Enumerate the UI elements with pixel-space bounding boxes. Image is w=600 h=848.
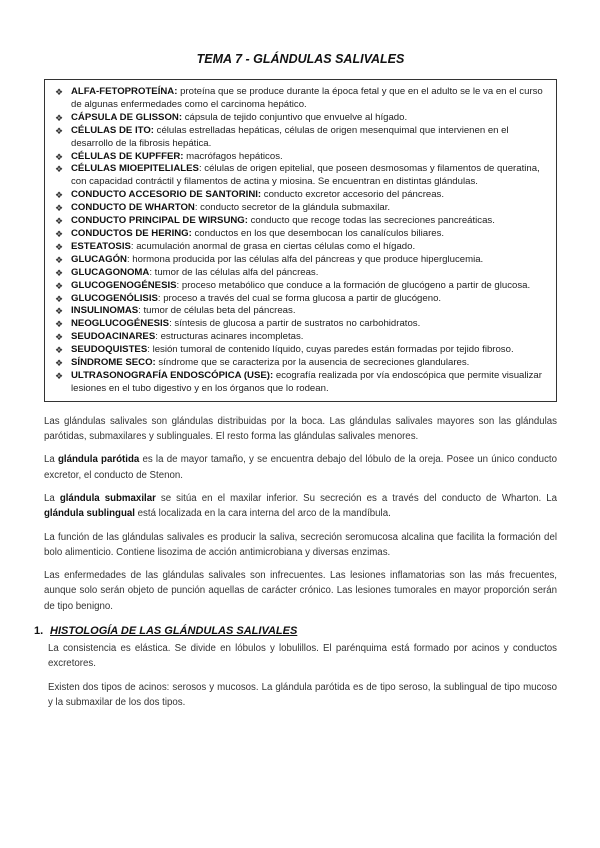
diamond-bullet-icon: ❖ — [55, 151, 64, 162]
glossary-definition: : tumor de células beta del páncreas. — [138, 305, 296, 317]
page-title: TEMA 7 - GLÁNDULAS SALIVALES — [196, 52, 405, 66]
paragraph: La glándula parótida es la de mayor tamaño, y se encuentra debajo del lóbulo de la oreja. Posee un único conducto excretor, el conducto de Stenon. — [44, 454, 557, 481]
glossary-definition: : proceso metabólico que conduce a la formación de glucógeno a partir de glucosa. — [176, 279, 531, 291]
glossary-definition: : conducto secretor de la glándula submaxilar. — [194, 202, 391, 214]
glossary-definition: conducto excretor accesorio del páncreas. — [261, 189, 445, 201]
glossary-item — [53, 344, 548, 357]
glossary-definition: : síntesis de glucosa a partir de sustratos no carbohidratos. — [169, 318, 421, 330]
glossary-item — [53, 331, 548, 344]
body-text — [34, 414, 557, 710]
glossary-item — [53, 228, 548, 241]
glossary-term: ULTRASONOGRAFÍA ENDOSCÓPICA (USE): — [71, 369, 274, 381]
glossary-item — [53, 318, 548, 331]
glossary-item — [53, 215, 548, 228]
glossary-definition: : acumulación anormal de grasa en ciertas células como el hígado. — [130, 240, 416, 252]
diamond-bullet-icon: ❖ — [55, 190, 64, 201]
glossary-item — [53, 370, 548, 396]
glossary-item — [53, 189, 548, 202]
glossary-item — [53, 241, 548, 254]
diamond-bullet-icon: ❖ — [55, 319, 64, 330]
bold-term: glándula submaxilar — [59, 492, 156, 504]
diamond-bullet-icon: ❖ — [55, 358, 64, 369]
diamond-bullet-icon: ❖ — [55, 267, 64, 278]
paragraph: La glándula submaxilar se sitúa en el maxilar inferior. Su secreción es a través del conducto de Wharton. La glándula sublingual está localizada en la cara interna del arco de la mandíbula. — [44, 492, 557, 520]
diamond-bullet-icon: ❖ — [55, 280, 64, 291]
paragraph: Existen dos tipos de acinos: serosos y mucosos. La glándula parótida es de tipo seroso, la sublingual de tipo mucoso y la submaxilar de los dos tipos. — [48, 681, 557, 708]
glossary-definition: : hormona producida por las células alfa del páncreas y que produce hiperglucemia. — [126, 253, 484, 265]
glossary-term: CÉLULAS MIOEPITELIALES — [71, 163, 199, 175]
glossary-definition: macrófagos hepáticos. — [183, 150, 283, 162]
glossary-box — [44, 79, 557, 402]
diamond-bullet-icon: ❖ — [55, 203, 64, 214]
glossary-item — [53, 357, 548, 370]
diamond-bullet-icon: ❖ — [55, 254, 64, 265]
glossary-definition: conducto que recoge todas las secreciones pancreáticas. — [247, 215, 495, 227]
bold-term: glándula parótida — [58, 454, 140, 466]
glossary-definition: células estrelladas hepáticas, células de origen mesenquimal que intervienen en el desarrollo de la fibrosis hepática. — [71, 124, 509, 149]
glossary-item — [53, 267, 548, 280]
glossary-term: INSULINOMAS — [71, 305, 139, 317]
diamond-bullet-icon: ❖ — [55, 306, 64, 317]
glossary-definition: síndrome que se caracteriza por la ausencia de secreciones glandulares. — [155, 357, 470, 369]
glossary-definition: : proceso a través del cual se forma glucosa a partir de glucógeno. — [157, 292, 442, 304]
diamond-bullet-icon: ❖ — [55, 293, 64, 304]
glossary-term: GLUCAGÓN — [71, 253, 127, 265]
diamond-bullet-icon: ❖ — [55, 241, 64, 252]
glossary-term: CÉLULAS DE KUPFFER: — [71, 150, 184, 162]
glossary-item — [53, 163, 548, 189]
glossary-term: GLUCOGENOGÉNESIS — [71, 279, 177, 291]
glossary-term: SEUDOACINARES — [71, 331, 156, 343]
glossary-term: CONDUCTOS DE HERING: — [71, 227, 192, 239]
glossary-item — [53, 86, 548, 112]
glossary-term: SÍNDROME SECO: — [71, 357, 156, 369]
section-body — [44, 641, 557, 710]
glossary-item — [53, 293, 548, 306]
glossary-item — [53, 280, 548, 293]
paragraph: La función de las glándulas salivales es producir la saliva, secreción seromucosa alcalina que facilita la formación del bolo alimenticio. Contiene lisozima de acción antimicrobiana y diversas enzimas. — [44, 531, 557, 558]
glossary-item — [53, 202, 548, 215]
diamond-bullet-icon: ❖ — [55, 332, 64, 343]
glossary-definition: : células de origen epitelial, que poseen desmosomas y filamentos de queratina, con capacidad contráctil y filamentos de actina y miosina. Se encuentran en distintas glándulas. — [71, 163, 540, 188]
section-heading — [34, 624, 557, 639]
paragraph: Las glándulas salivales son glándulas distribuidas por la boca. Las glándulas salivales mayores son las glándulas parótidas, submaxilares y sublinguales. El resto forma las glándulas salivales menores. — [44, 415, 557, 443]
diamond-bullet-icon: ❖ — [55, 216, 64, 227]
glossary-definition: proteína que se produce durante la época fetal y que en el adulto se le va en el curso de algunas enfermedades como el carcinoma hepático. — [71, 86, 543, 110]
glossary-term: GLUCOGENÓLISIS — [71, 292, 158, 304]
diamond-bullet-icon: ❖ — [55, 164, 64, 175]
section-title: HISTOLOGÍA DE LAS GLÁNDULAS SALIVALES — [50, 625, 298, 638]
glossary-definition: conductos en los que desembocan los canalículos biliares. — [191, 227, 445, 239]
diamond-bullet-icon: ❖ — [55, 228, 64, 239]
glossary-definition: ecografía realizada por vía endoscópica que permite visualizar lesiones en el tubo digestivo y en los órganos que lo rodean. — [71, 369, 542, 394]
glossary-term: CONDUCTO DE WHARTON — [71, 202, 195, 214]
diamond-bullet-icon: ❖ — [55, 112, 64, 123]
glossary-term: SEUDOQUISTES — [71, 344, 148, 356]
glossary-item — [53, 112, 548, 125]
glossary-item — [53, 254, 548, 267]
diamond-bullet-icon: ❖ — [55, 345, 64, 356]
paragraph: Las enfermedades de las glándulas salivales son infrecuentes. Las lesiones inflamatorias son las más frecuentes, aunque solo serán objeto de punción aquellas de carácter crónico. Las lesiones tumorales en mayor proporción serán de tipo benigno. — [44, 570, 557, 612]
glossary-term: CÉLULAS DE ITO: — [71, 124, 154, 136]
glossary-term: CÁPSULA DE GLISSON: — [71, 111, 183, 123]
paragraph: La consistencia es elástica. Se divide en lóbulos y lobulillos. El parénquima está formado por acinos y conductos excretores. — [48, 643, 557, 670]
glossary-term: ALFA-FETOPROTEÍNA: — [71, 86, 178, 97]
glossary-term: CONDUCTO ACCESORIO DE SANTORINI: — [71, 189, 262, 201]
glossary-definition: cápsula de tejido conjuntivo que envuelve al hígado. — [182, 111, 408, 123]
glossary-definition: : lesión tumoral de contenido líquido, cuyas paredes están formadas por tejido fibroso. — [147, 344, 514, 356]
glossary-term: ESTEATOSIS — [71, 240, 131, 252]
bold-term: glándula sublingual — [44, 508, 135, 520]
glossary-definition: : estructuras acinares incompletas. — [155, 331, 304, 343]
section-number: 1. — [34, 625, 44, 638]
diamond-bullet-icon: ❖ — [55, 87, 64, 97]
glossary-term: CONDUCTO PRINCIPAL DE WIRSUNG: — [71, 215, 248, 227]
diamond-bullet-icon: ❖ — [55, 125, 64, 136]
glossary-item — [53, 305, 548, 318]
glossary-definition: : tumor de las células alfa del páncreas. — [149, 266, 319, 278]
glossary-item — [53, 151, 548, 164]
glossary-item — [53, 125, 548, 151]
glossary-term: NEOGLUCOGÉNESIS — [71, 318, 170, 330]
diamond-bullet-icon: ❖ — [55, 370, 64, 381]
glossary-term: GLUCAGONOMA — [71, 266, 150, 278]
